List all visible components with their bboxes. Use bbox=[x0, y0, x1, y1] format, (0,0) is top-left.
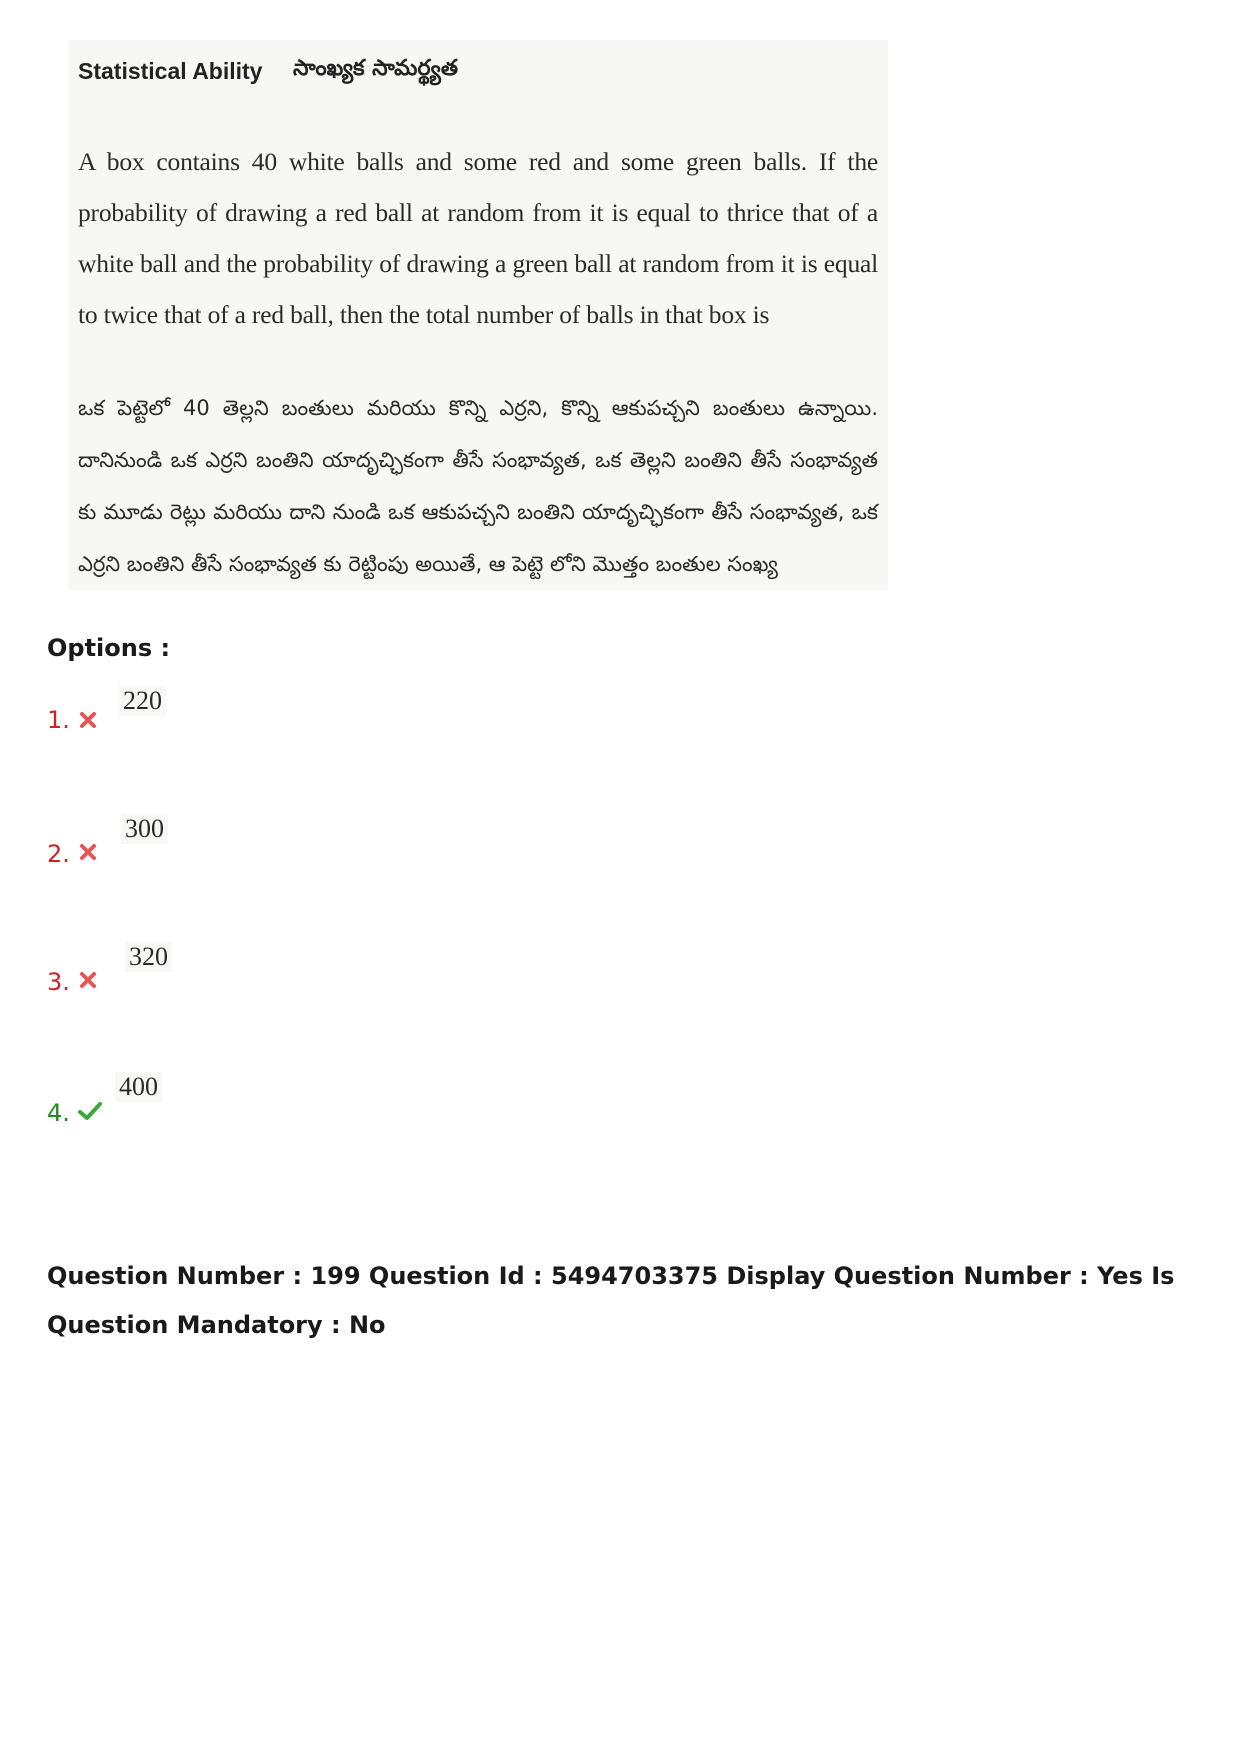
check-icon bbox=[77, 1100, 103, 1122]
cross-icon bbox=[77, 841, 99, 863]
option-4 bbox=[47, 1072, 347, 1165]
option-value: 320 bbox=[125, 942, 172, 972]
option-3 bbox=[47, 942, 347, 1034]
section-title-telugu: సాంఖ్యక సామర్థ్యత bbox=[293, 56, 458, 81]
option-number: 3. bbox=[47, 968, 70, 996]
option-number: 2. bbox=[47, 840, 70, 868]
option-value: 220 bbox=[119, 686, 166, 716]
option-number: 4. bbox=[47, 1099, 70, 1127]
options-heading: Options : bbox=[47, 634, 171, 662]
option-2 bbox=[47, 814, 347, 906]
option-1 bbox=[47, 686, 347, 772]
option-value: 400 bbox=[115, 1072, 162, 1102]
question-text-english: A box contains 40 white balls and some red and some green balls. If the probability of drawing a red ball at random from it is equal to thrice that of a white ball and the probability of drawing a green ball at random from it is equal to twice that of a red ball, then the total number of balls in that box is bbox=[78, 147, 878, 329]
section-title: Statistical Ability bbox=[78, 58, 263, 84]
question-image bbox=[68, 40, 888, 590]
option-value: 300 bbox=[121, 814, 168, 844]
cross-icon bbox=[77, 969, 99, 991]
question-metadata: Question Number : 199 Question Id : 5494703375 Display Question Number : Yes Is Question Mandatory : No bbox=[47, 1262, 1175, 1339]
cross-icon bbox=[77, 709, 99, 731]
question-text-telugu: ఒక పెట్టెలో 40 తెల్లని బంతులు మరియు కొన్ని ఎర్రని, కొన్ని ఆకుపచ్చని బంతులు ఉన్నాయి. దానినుండి ఒక ఎర్రని బంతిని యాదృచ్ఛికంగా తీసే సంభావ్యత, ఒక తెల్లని బంతిని తీసే సంభావ్యత కు మూడు రెట్లు మరియు దాని నుండి ఒక ఆకుపచ్చని బంతిని యాదృచ్ఛికంగా తీసే సంభావ్యత, ఒక ఎర్రని బంతిని తీసే సంభావ్యత కు రెట్టింపు అయితే, ఆ పెట్టె లోని మొత్తం బంతుల సంఖ్య bbox=[78, 396, 878, 576]
option-number: 1. bbox=[47, 706, 70, 734]
